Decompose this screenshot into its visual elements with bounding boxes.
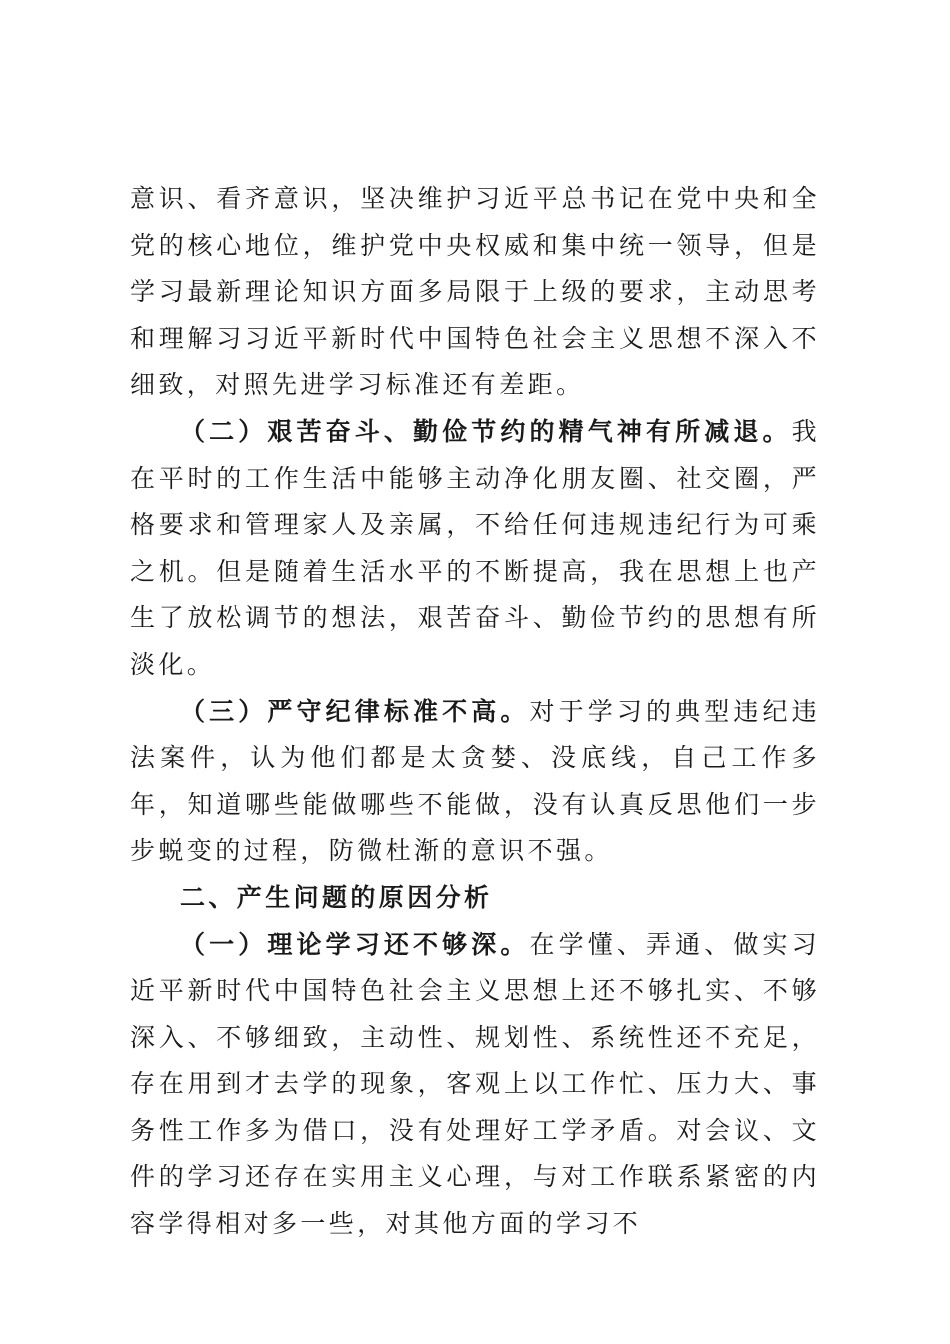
paragraph-item-3: [130, 689, 820, 875]
paragraph-cause-1: [130, 922, 820, 1248]
paragraph-item-2: [130, 409, 820, 689]
paragraph-body: 我在平时的工作生活中能够主动净化朋友圈、社交圈，严格要求和管理家人及亲属，不给任何违规违纪行为可乘之机。但是随着生活水平的不断提高，我在思想上也产生了放松调节的想法，艰苦奋斗、勤俭节约的思想有所淡化。: [130, 416, 820, 679]
paragraph-body: 意识、看齐意识，坚决维护习近平总书记在党中央和全党的核心地位，维护党中央权威和集中统一领导，但是学习最新理论知识方面多局限于上级的要求，主动思考和理解习习近平新时代中国特色社会主义思想不深入不细致，对照先进学习标准还有差距。: [130, 184, 820, 400]
subsection-heading: （三）严守纪律标准不高。: [180, 696, 530, 726]
paragraph-body: 对于学习的典型违纪违法案件，认为他们都是太贪婪、没底线，自己工作多年，知道哪些能做哪些不能做，没有认真反思他们一步步蜕变的过程，防微杜渐的意识不强。: [130, 696, 820, 866]
subsection-heading: （一）理论学习还不够深。: [180, 929, 530, 959]
subsection-heading: （二）艰苦奋斗、勤俭节约的精气神有所减退。: [180, 416, 792, 446]
section-heading: 二、产生问题的原因分析: [180, 882, 493, 912]
paragraph-body: 在学懂、弄通、做实习近平新时代中国特色社会主义思想上还不够扎实、不够深入、不够细致，主动性、规划性、系统性还不充足，存在用到才去学的现象，客观上以工作忙、压力大、事务性工作多为借口，没有处理好工学矛盾。对会议、文件的学习还存在实用主义心理，与对工作联系紧密的内容学得相对多一些，对其他方面的学习不: [130, 929, 820, 1239]
paragraph-continuation: [130, 176, 820, 409]
document-body: [130, 176, 820, 1248]
